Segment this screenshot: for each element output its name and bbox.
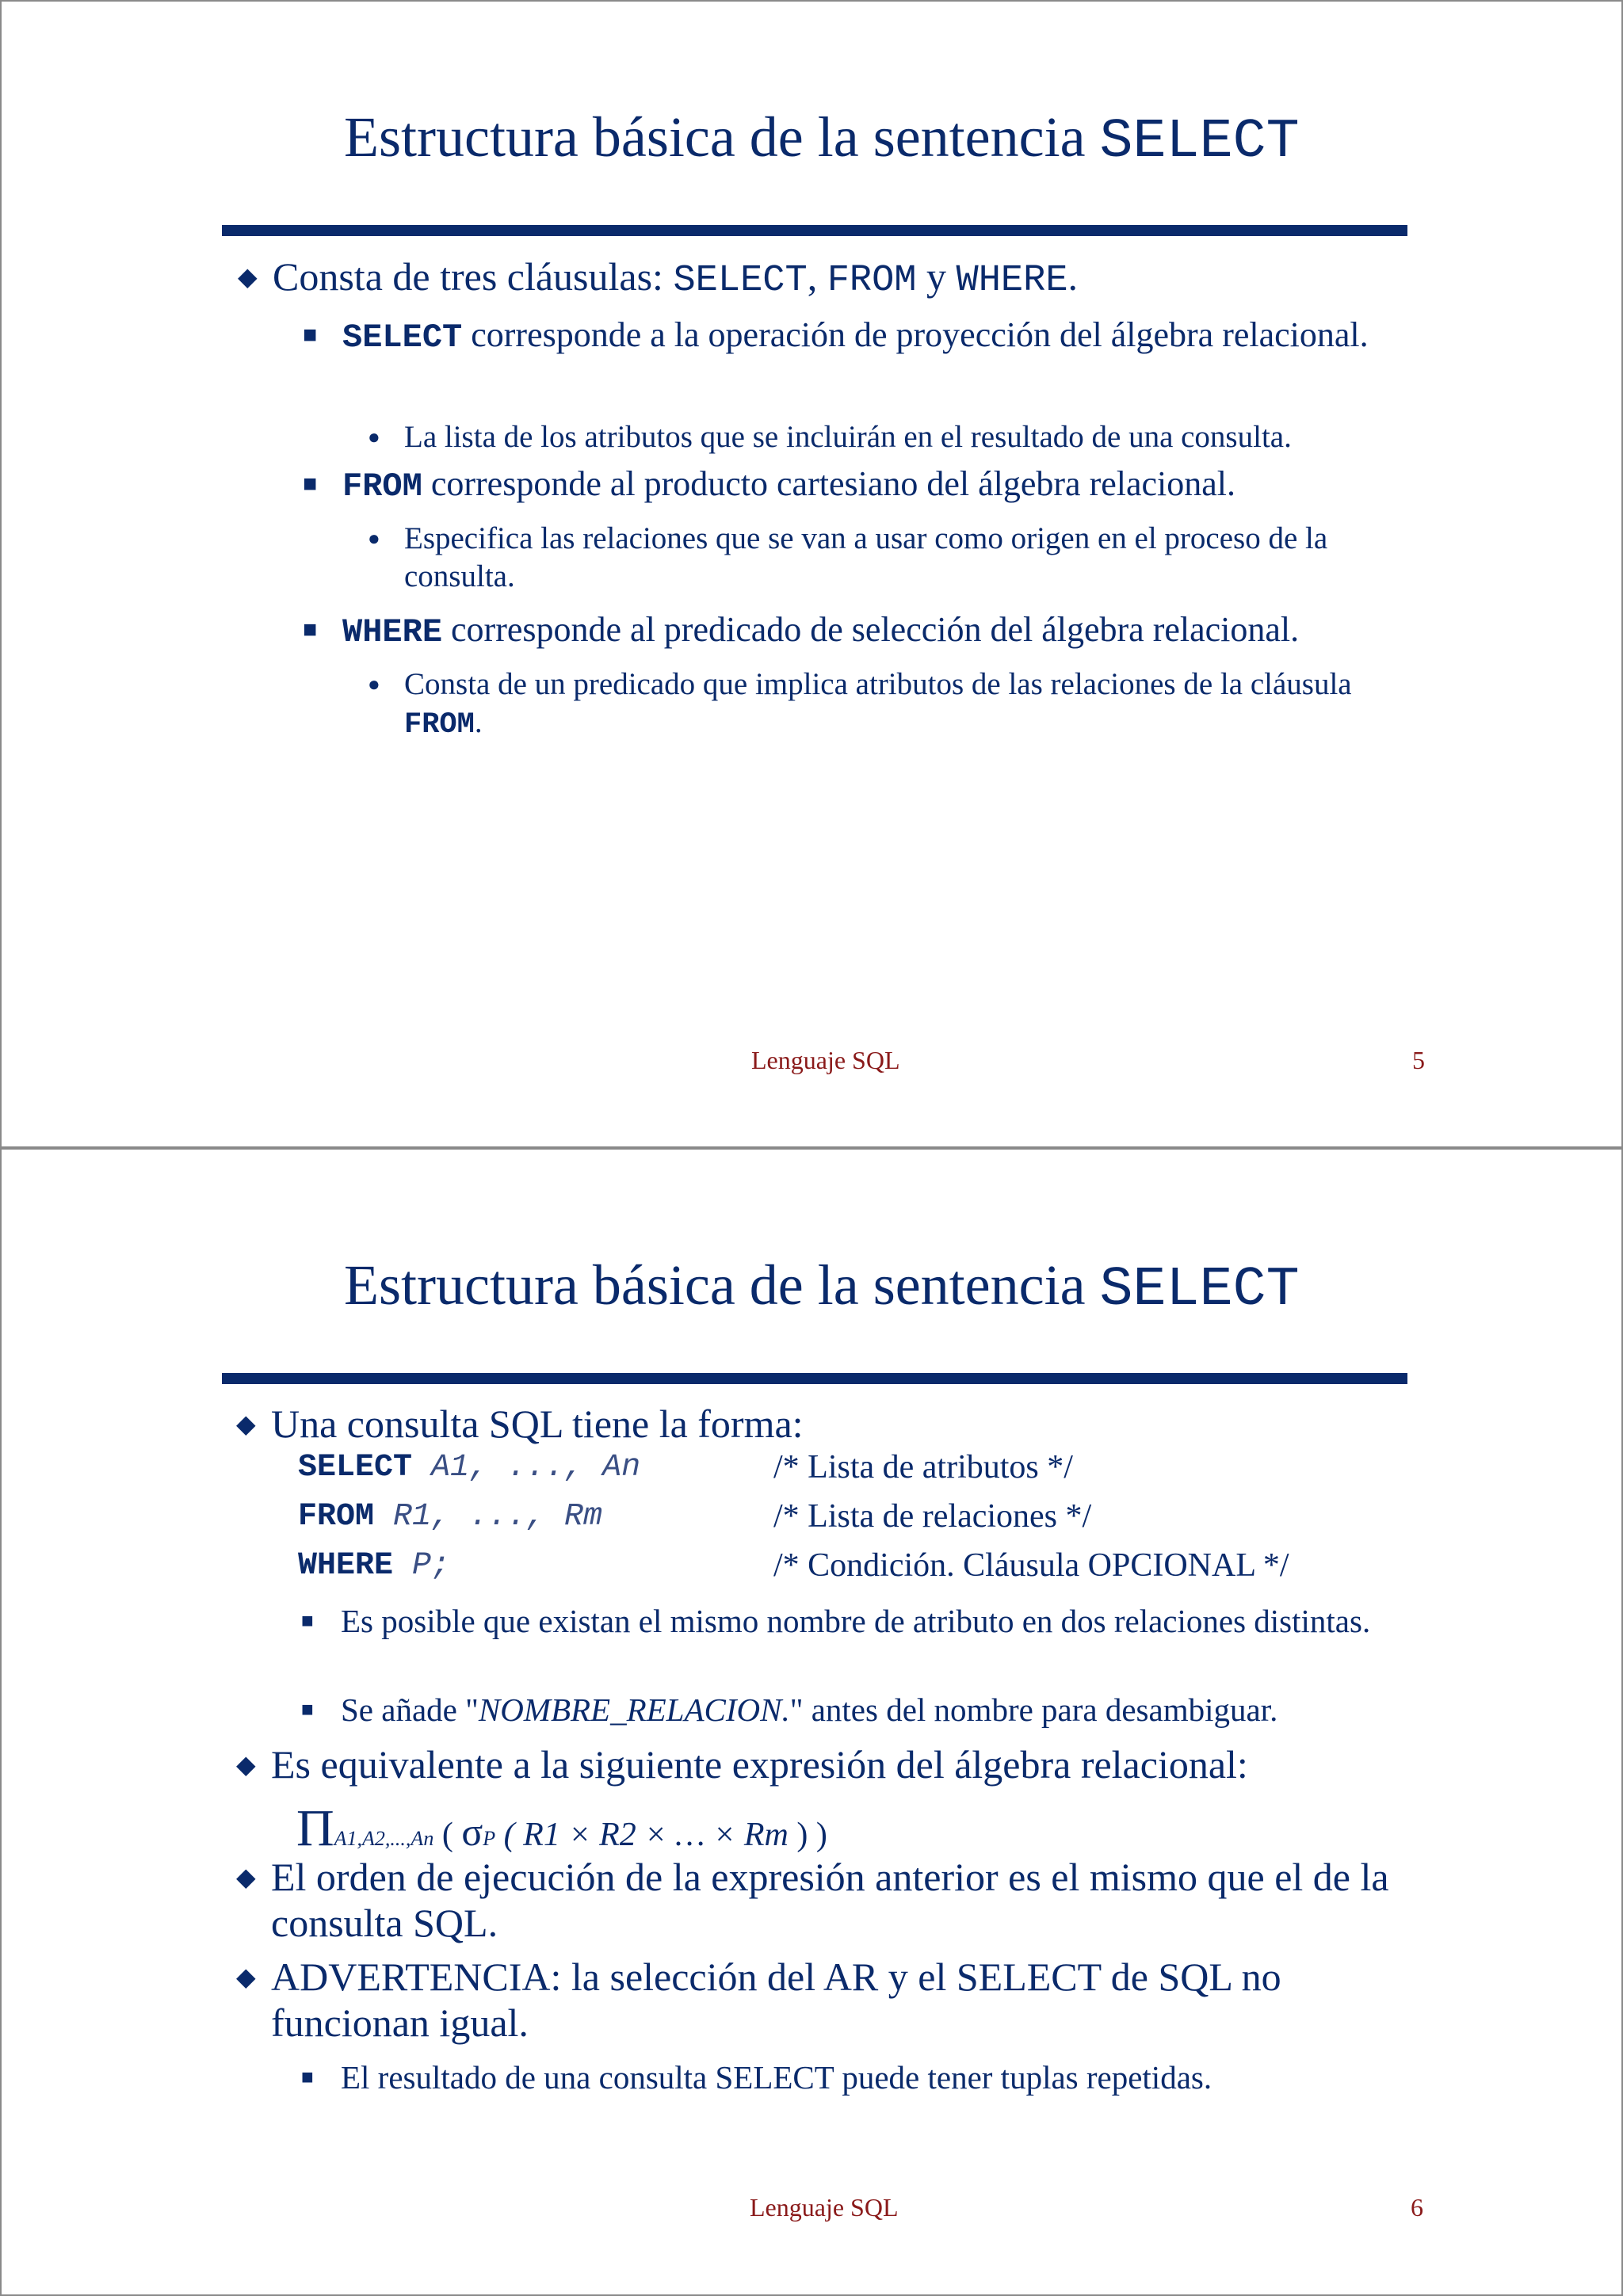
diamond-bullet-icon: ◆	[236, 1409, 256, 1438]
code-comment: /* Lista de relaciones */	[773, 1498, 1092, 1535]
square-bullet-icon: ■	[303, 471, 318, 497]
title-rule	[222, 225, 1407, 236]
slide-title: Estructura básica de la sentencia SELECT	[344, 105, 1300, 174]
square-bullet-icon: ■	[301, 1609, 314, 1632]
code-line-from: FROM R1, ..., Rm	[298, 1499, 603, 1535]
footer-title: Lenguaje SQL	[751, 1046, 900, 1074]
diamond-bullet-icon: ◆	[236, 1750, 256, 1779]
title-rule	[222, 1373, 1407, 1384]
code-comment: /* Lista de atributos */	[773, 1449, 1073, 1486]
square-bullet-icon: ■	[301, 2065, 314, 2088]
page-number: 5	[1412, 1046, 1425, 1074]
relational-algebra-formula: ΠA1,A2,...,An ( σP ( R1 × R2 × … × Rm ) )	[296, 1799, 827, 1857]
title-code: SELECT	[1099, 111, 1300, 174]
square-bullet-icon: ■	[303, 616, 318, 643]
footer-title: Lenguaje SQL	[750, 2193, 899, 2222]
code-line-where: WHERE P;	[298, 1548, 451, 1584]
round-bullet-icon: ●	[368, 527, 380, 550]
diamond-bullet-icon: ◆	[238, 262, 258, 291]
slide-title: Estructura básica de la sentencia SELECT	[344, 1253, 1300, 1322]
square-bullet-icon: ■	[301, 1698, 314, 1721]
slide-5: Estructura básica de la sentencia SELECT ◆ Consta de tres cláusulas: SELECT, FROM y WHERE. ■ SELECT corresponde a la operación de proyección del álgebra relacional. ● La lista de los atributos que se incluirán en el resultado de una consulta. ■ FROM corresponde al producto cartesiano del álgebra relacional. ● Especifica las relaciones que se van a usar como origen en el proceso de la consulta. ■ WHERE corresponde al predicado de selección del álgebra relacional. ● Consta de un predicado que implica atributos de las relaciones de la cláusula FROM. Lenguaje SQL 5	[0, 0, 1623, 1148]
code-line-select: SELECT A1, ..., An	[298, 1450, 641, 1486]
diamond-bullet-icon: ◆	[236, 1962, 256, 1991]
title-code: SELECT	[1099, 1259, 1300, 1322]
square-bullet-icon: ■	[303, 322, 318, 348]
round-bullet-icon: ●	[368, 425, 380, 448]
code-comment: /* Condición. Cláusula OPCIONAL */	[773, 1547, 1289, 1584]
round-bullet-icon: ●	[368, 673, 380, 696]
diamond-bullet-icon: ◆	[236, 1863, 256, 1891]
page-number: 6	[1411, 2193, 1423, 2222]
